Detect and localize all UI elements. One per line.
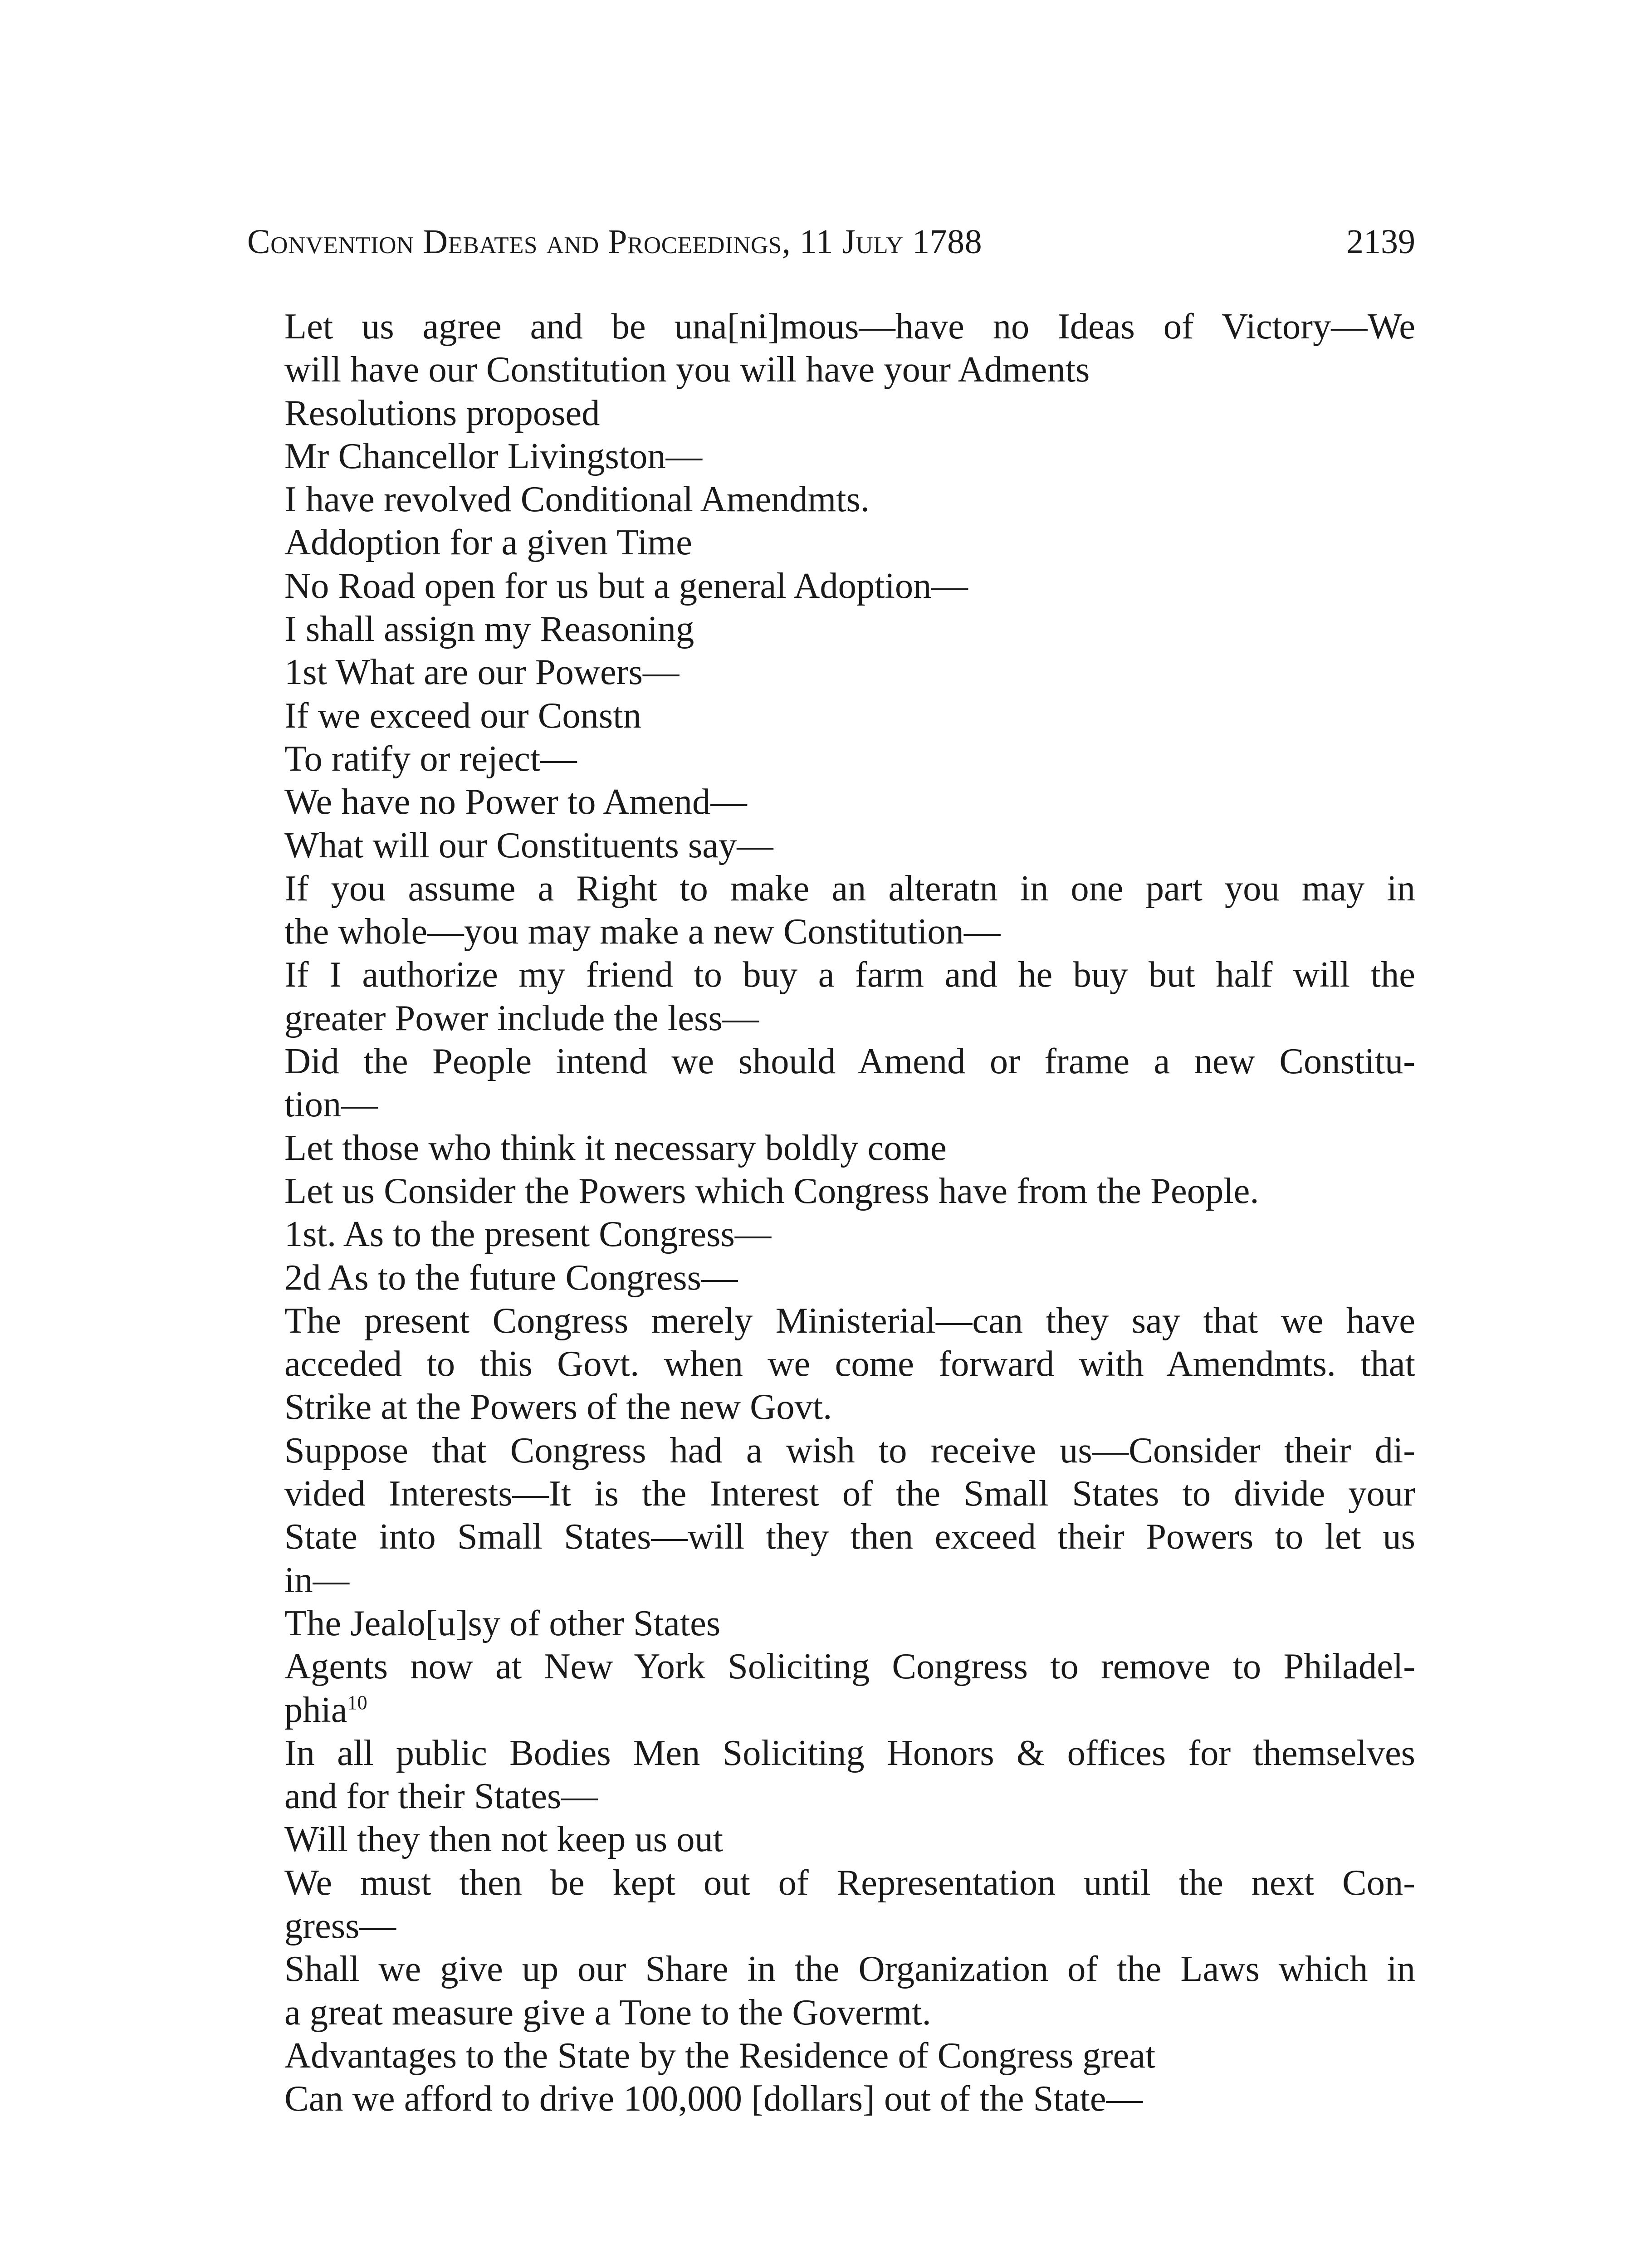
text-line: and for their States— xyxy=(284,1776,598,1817)
paragraph xyxy=(247,737,1415,780)
text-line: If we exceed our Constn xyxy=(284,695,641,736)
paragraph xyxy=(247,953,1415,1040)
text-line: greater Power include the less— xyxy=(284,997,759,1038)
paragraph xyxy=(247,1299,1415,1429)
text-line: We have no Power to Amend— xyxy=(284,782,747,822)
paragraph xyxy=(247,1947,1415,2034)
text-line: Advantages to the State by the Residence of Congress great xyxy=(284,2035,1156,2076)
text-line: Resolutions proposed xyxy=(284,392,600,433)
text-line: 1st. As to the present Congress— xyxy=(284,1214,772,1255)
running-head xyxy=(247,217,1415,267)
text-line: 1st What are our Powers— xyxy=(284,652,680,693)
text-line: Addoption for a given Time xyxy=(284,522,692,563)
text-line: will have our Constitution you will have your Adments xyxy=(284,349,1090,390)
footnote-reference: 10 xyxy=(347,1691,367,1714)
body-text xyxy=(247,305,1415,2120)
text-line: tion— xyxy=(284,1084,378,1125)
text-line: the whole—you may make a new Constitution— xyxy=(284,911,1001,952)
text-line: vided Interests—It is the Interest of the Small States to divide your xyxy=(284,1473,1415,1514)
page-number: 2139 xyxy=(1346,223,1415,261)
paragraph xyxy=(247,1818,1415,1861)
paragraph xyxy=(247,694,1415,737)
text-line: In all public Bodies Men Soliciting Honors & offices for themselves xyxy=(284,1732,1415,1773)
paragraph xyxy=(247,1256,1415,1299)
paragraph xyxy=(247,478,1415,521)
text-line xyxy=(247,1688,1415,1731)
text-line: a great measure give a Tone to the Govermt. xyxy=(284,1992,931,2033)
text-line: acceded to this Govt. when we come forward with Amendmts. that xyxy=(284,1344,1415,1384)
paragraph xyxy=(247,607,1415,650)
text-line: I shall assign my Reasoning xyxy=(284,609,694,650)
paragraph xyxy=(247,1861,1415,1948)
text-line: Shall we give up our Share in the Organization of the Laws which in xyxy=(284,1949,1415,1989)
paragraph xyxy=(247,1126,1415,1169)
text-line: Strike at the Powers of the new Govt. xyxy=(284,1387,832,1427)
text-line: No Road open for us but a general Adoption— xyxy=(284,565,968,606)
paragraph xyxy=(247,1040,1415,1126)
paragraph xyxy=(247,564,1415,607)
paragraph xyxy=(247,2077,1415,2120)
text-line: Suppose that Congress had a wish to receive us—Consider their di- xyxy=(284,1430,1415,1471)
text-line: The present Congress merely Ministerial—can they say that we have xyxy=(284,1300,1415,1341)
text-fragment: phia xyxy=(284,1689,347,1730)
text-line: Can we afford to drive 100,000 [dollars] out of the State— xyxy=(284,2078,1143,2119)
paragraph xyxy=(247,1731,1415,1818)
text-line: If I authorize my friend to buy a farm and he buy but half will the xyxy=(284,954,1415,995)
text-line: State into Small States—will they then exceed their Powers to let us xyxy=(284,1516,1415,1557)
text-line: Mr Chancellor Livingston— xyxy=(284,435,703,476)
text-line: in— xyxy=(284,1559,350,1600)
paragraph xyxy=(247,305,1415,391)
text-line: Did the People intend we should Amend or frame a new Constitu- xyxy=(284,1041,1415,1082)
text-line: I have revolved Conditional Amendmts. xyxy=(284,479,870,520)
text-line: What will our Constituents say— xyxy=(284,825,773,865)
paragraph xyxy=(247,521,1415,564)
text-line: Agents now at New York Soliciting Congress to remove to Philadel- xyxy=(284,1646,1415,1687)
paragraph xyxy=(247,435,1415,478)
paragraph xyxy=(247,1602,1415,1645)
text-line: The Jealo[u]sy of other States xyxy=(284,1603,721,1643)
text-line: Let us agree and be una[ni]mous—have no Ideas of Victory—We xyxy=(284,306,1415,347)
text-line: gress— xyxy=(284,1905,396,1946)
paragraph xyxy=(247,2034,1415,2077)
running-title: Convention Debates and Proceedings, 11 July 1788 xyxy=(247,223,983,261)
paragraph xyxy=(247,1169,1415,1212)
text-line: If you assume a Right to make an alteratn in one part you may in xyxy=(284,868,1415,909)
text-line: We must then be kept out of Representation until the next Con- xyxy=(284,1862,1415,1903)
text-line: 2d As to the future Congress— xyxy=(284,1257,738,1298)
text-line: Let us Consider the Powers which Congress have from the People. xyxy=(284,1170,1259,1211)
text-line: Will they then not keep us out xyxy=(284,1819,724,1860)
paragraph xyxy=(247,1429,1415,1602)
paragraph xyxy=(247,780,1415,823)
paragraph xyxy=(247,824,1415,867)
paragraph xyxy=(247,867,1415,953)
paragraph xyxy=(247,1212,1415,1256)
paragraph xyxy=(247,650,1415,694)
text-line: To ratify or reject— xyxy=(284,738,577,779)
paragraph xyxy=(247,1645,1415,1731)
text-line: Let those who think it necessary boldly come xyxy=(284,1127,947,1168)
paragraph xyxy=(247,391,1415,435)
